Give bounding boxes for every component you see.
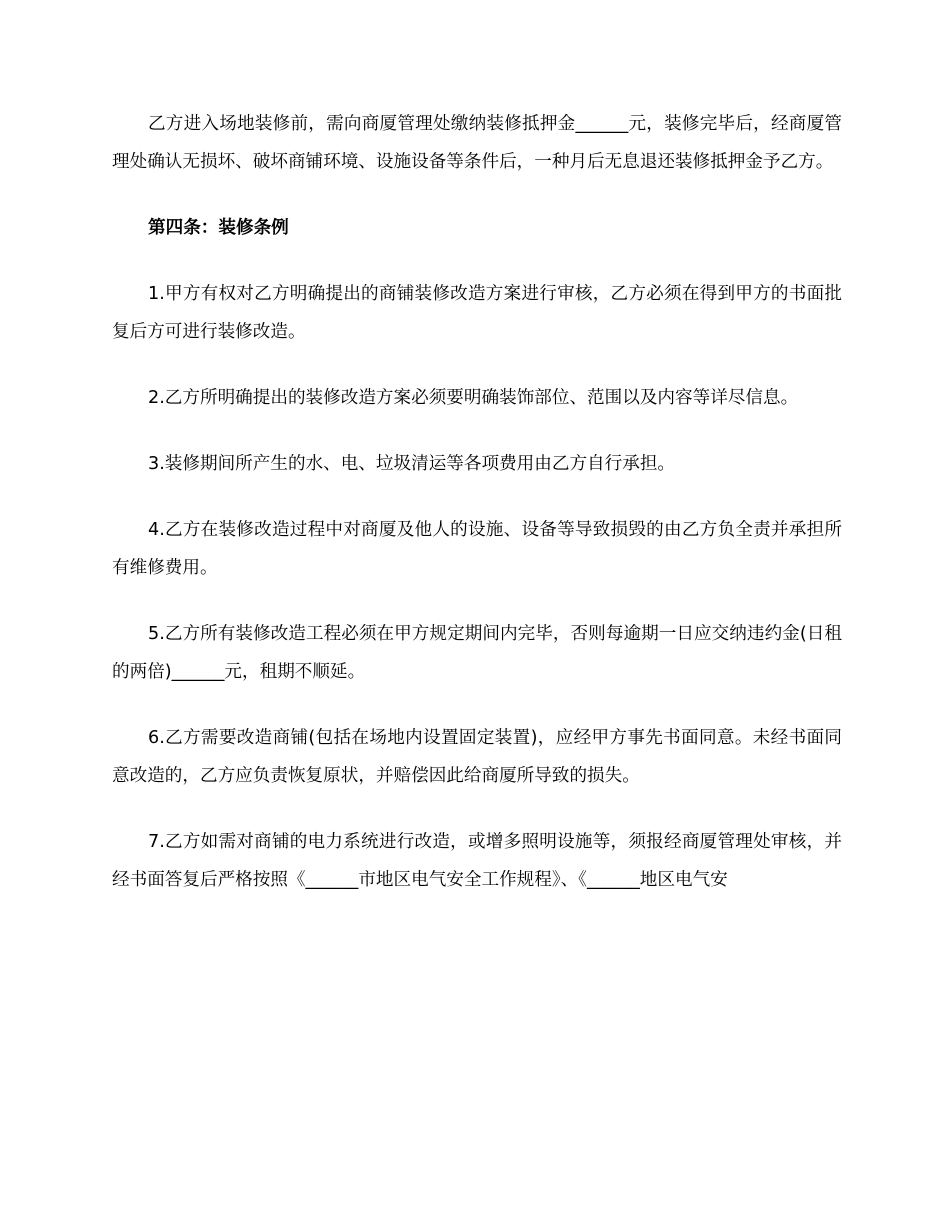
document-body bbox=[112, 105, 842, 899]
clause-2: 2.乙方所明确提出的装修改造方案必须要明确装饰部位、范围以及内容等详尽信息。 bbox=[148, 388, 799, 408]
spacer bbox=[112, 351, 842, 379]
clause-7: 7.乙方如需对商铺的电力系统进行改造，或增多照明设施等，须报经商厦管理处审核，并经书面答复后严格按照《______市地区电气安全工作规程》、《______地区电气安 bbox=[112, 832, 842, 890]
clause-5: 5.乙方所有装修改造工程必须在甲方规定期间内完毕，否则每逾期一日应交纳违约金(日租的两倍)______元，租期不顺延。 bbox=[112, 624, 842, 682]
spacer bbox=[112, 181, 842, 209]
clause-4: 4.乙方在装修改造过程中对商厦及他人的设施、设备等导致损毁的由乙方负全责并承担所有维修费用。 bbox=[112, 520, 842, 578]
clause-3: 3.装修期间所产生的水、电、垃圾清运等各项费用由乙方自行承担。 bbox=[148, 454, 676, 474]
section-heading: 第四条：装修条例 bbox=[148, 218, 289, 238]
clause-1: 1.甲方有权对乙方明确提出的商铺装修改造方案进行审核，乙方必须在得到甲方的书面批复后方可进行装修改造。 bbox=[112, 284, 842, 342]
spacer bbox=[112, 483, 842, 511]
spacer bbox=[112, 417, 842, 445]
spacer bbox=[112, 691, 842, 719]
spacer bbox=[112, 247, 842, 275]
paragraph-deposit: 乙方进入场地装修前，需向商厦管理处缴纳装修抵押金______元，装修完毕后，经商厦管理处确认无损坏、破坏商铺环境、设施设备等条件后，一种月后无息退还装修抵押金予乙方。 bbox=[112, 114, 842, 172]
spacer bbox=[112, 795, 842, 823]
spacer bbox=[112, 587, 842, 615]
clause-6: 6.乙方需要改造商铺(包括在场地内设置固定装置)，应经甲方事先书面同意。未经书面同意改造的，乙方应负责恢复原状，并赔偿因此给商厦所导致的损失。 bbox=[112, 728, 842, 786]
